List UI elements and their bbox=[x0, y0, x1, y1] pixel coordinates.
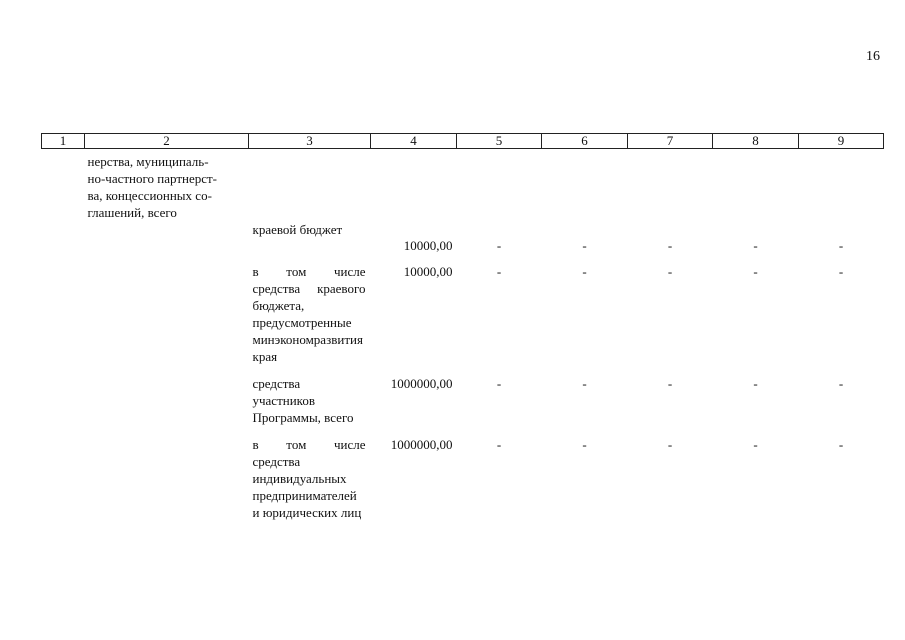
source-cell: средства участников Программы, всего bbox=[252, 376, 354, 425]
value-cell-5: - bbox=[496, 238, 502, 253]
value-cell-8: - bbox=[753, 437, 758, 452]
header-col-4: 4 bbox=[371, 134, 457, 149]
value-cell-5: - bbox=[496, 376, 502, 391]
value-cell-9: - bbox=[838, 238, 844, 253]
description-cell bbox=[85, 149, 249, 222]
value-cell-8: - bbox=[753, 238, 758, 253]
value-cell-6: - bbox=[582, 376, 587, 391]
amount-cell: 10000,00 bbox=[403, 238, 453, 253]
header-col-2: 2 bbox=[85, 134, 249, 149]
header-col-7: 7 bbox=[628, 134, 713, 149]
value-cell-6: - bbox=[582, 238, 587, 253]
table-row bbox=[42, 221, 884, 254]
value-cell-6: - bbox=[582, 264, 587, 279]
value-cell-7: - bbox=[667, 437, 673, 452]
empty-cells bbox=[249, 149, 884, 222]
value-cell-9: - bbox=[838, 437, 844, 452]
header-col-9: 9 bbox=[799, 134, 884, 149]
description-line: ва, концессионных со- bbox=[87, 188, 212, 203]
source-cell: в том числе средства индивидуальных предпринимателей и юридических лиц bbox=[252, 437, 366, 520]
amount-cell: 1000000,00 bbox=[390, 376, 453, 391]
page-number: 16 bbox=[866, 49, 880, 64]
table-row bbox=[42, 426, 884, 521]
cell-col-1 bbox=[42, 149, 85, 222]
description-line: но-частного партнерст- bbox=[87, 171, 218, 186]
value-cell-9: - bbox=[838, 264, 844, 279]
header-col-5: 5 bbox=[457, 134, 542, 149]
header-row bbox=[42, 134, 884, 149]
value-cell-6: - bbox=[582, 437, 587, 452]
header-col-1: 1 bbox=[42, 134, 85, 149]
table-row bbox=[42, 365, 884, 426]
value-cell-5: - bbox=[496, 437, 502, 452]
amount-cell: 10000,00 bbox=[403, 264, 453, 279]
value-cell-7: - bbox=[667, 264, 673, 279]
value-cell-7: - bbox=[667, 376, 673, 391]
value-cell-5: - bbox=[496, 264, 502, 279]
header-col-3: 3 bbox=[249, 134, 371, 149]
description-line: глашений, всего bbox=[87, 205, 177, 220]
value-cell-7: - bbox=[667, 238, 673, 253]
amount-cell: 1000000,00 bbox=[390, 437, 453, 452]
header-col-6: 6 bbox=[542, 134, 628, 149]
description-line: нерства, муниципаль- bbox=[87, 154, 209, 169]
source-cell: краевой бюджет bbox=[252, 222, 343, 237]
table-row bbox=[42, 254, 884, 365]
header-col-8: 8 bbox=[713, 134, 799, 149]
value-cell-9: - bbox=[838, 376, 844, 391]
value-cell-8: - bbox=[753, 376, 758, 391]
source-cell: в том числе средства краевого бюджета, предусмотренные минэкономразвития края bbox=[252, 264, 366, 364]
value-cell-8: - bbox=[753, 264, 758, 279]
description-row bbox=[42, 149, 884, 222]
budget-table bbox=[41, 133, 884, 521]
